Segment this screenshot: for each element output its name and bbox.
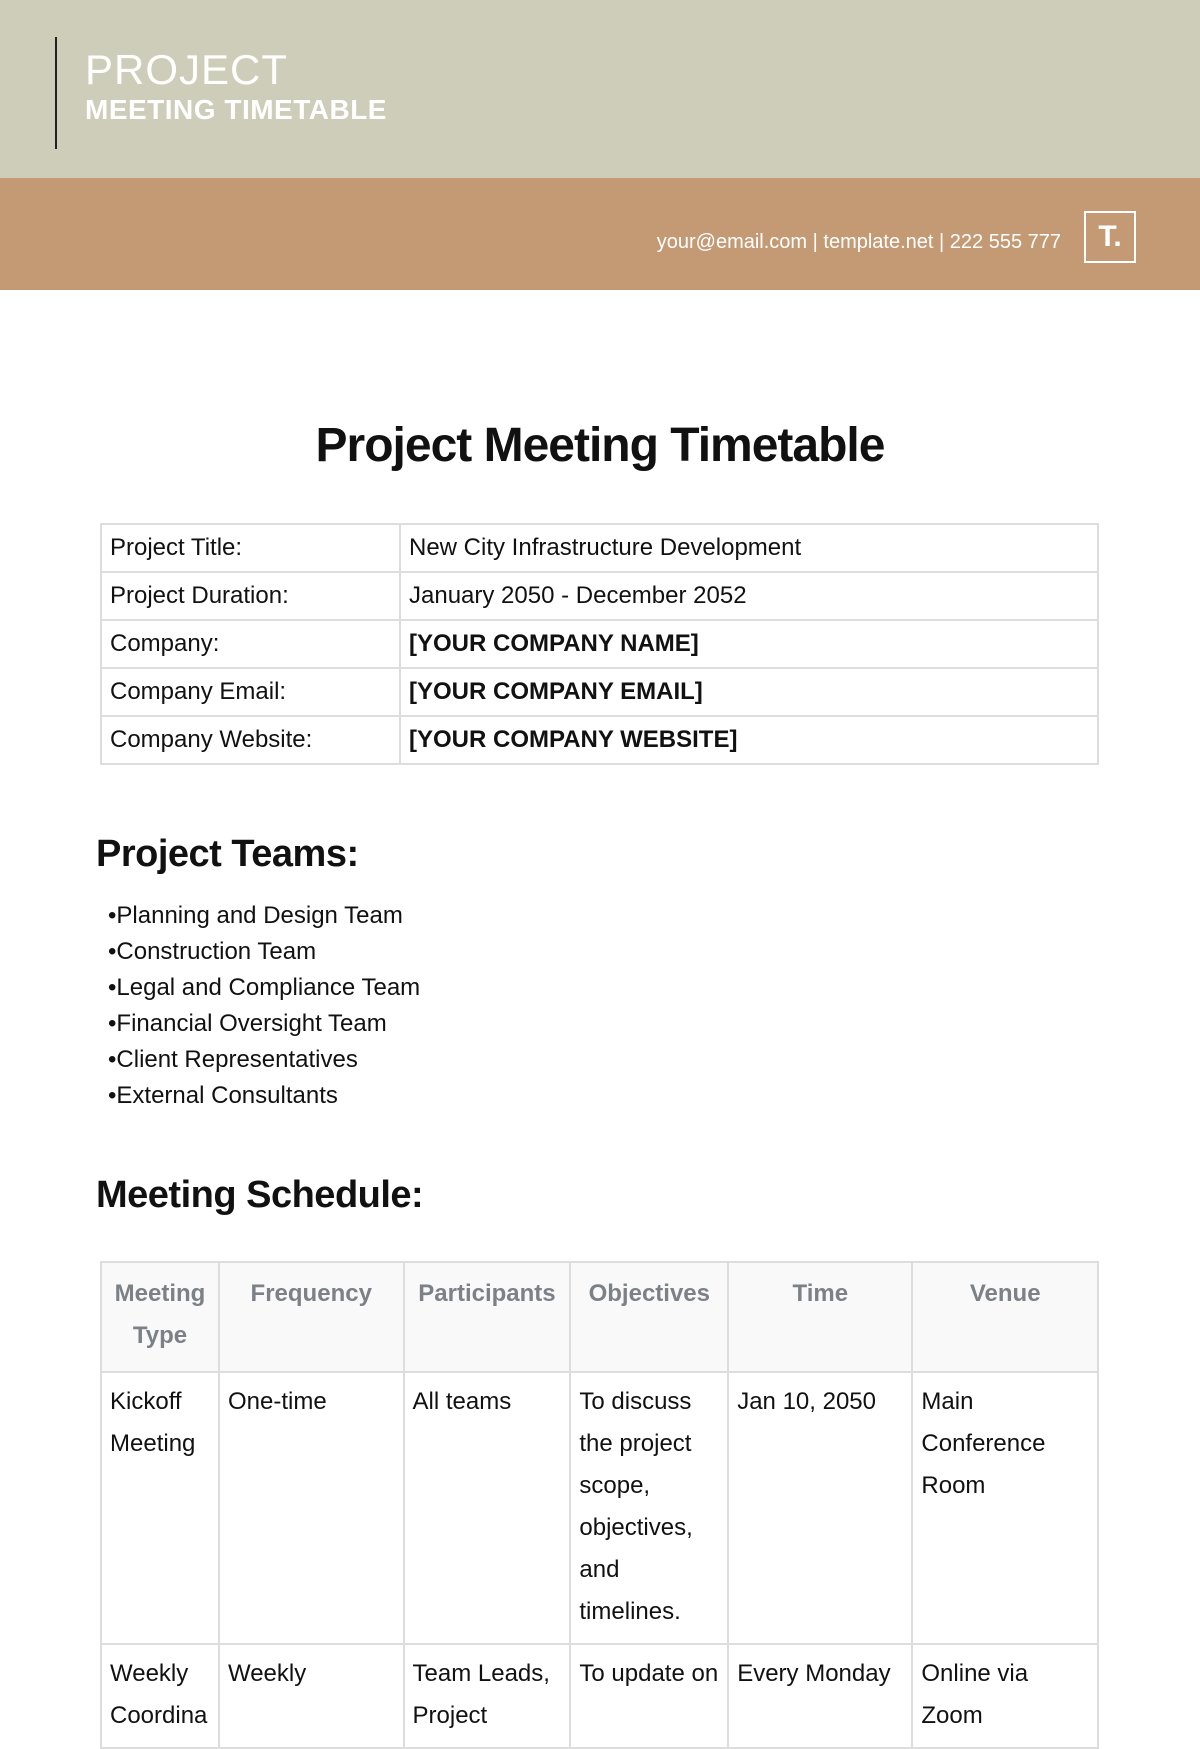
info-row-project-duration — [101, 572, 1098, 620]
table-cell: One-time — [219, 1372, 404, 1644]
table-cell: Main Conference Room — [912, 1372, 1098, 1644]
column-header: Meeting Type — [101, 1262, 219, 1372]
brand-title: PROJECT — [85, 46, 289, 93]
list-item: • Financial Oversight Team — [108, 1006, 420, 1042]
table-cell: All teams — [404, 1372, 571, 1644]
contact-info: your@email.com | template.net | 222 555 777 — [656, 231, 1061, 253]
header-divider — [55, 37, 57, 149]
list-item: • External Consultants — [108, 1078, 420, 1114]
info-row-company-email — [101, 668, 1098, 716]
column-header: Time — [728, 1262, 912, 1372]
column-header: Frequency — [219, 1262, 404, 1372]
table-header-row — [101, 1262, 1098, 1372]
teams-heading: Project Teams: — [96, 833, 359, 875]
info-label: Company: — [101, 620, 400, 668]
info-value: [YOUR COMPANY NAME] — [400, 620, 1098, 668]
info-row-project-title — [101, 524, 1098, 572]
info-value: New City Infrastructure Development — [400, 524, 1098, 572]
info-label: Company Email: — [101, 668, 400, 716]
teams-list — [108, 898, 420, 1114]
column-header: Venue — [912, 1262, 1098, 1372]
table-cell: To update on — [570, 1644, 728, 1748]
meeting-schedule-table — [100, 1261, 1099, 1749]
table-cell: Every Monday — [728, 1644, 912, 1748]
list-item: • Client Representatives — [108, 1042, 420, 1078]
info-label: Project Title: — [101, 524, 400, 572]
table-cell: Weekly Coordina — [101, 1644, 219, 1748]
table-cell: Weekly — [219, 1644, 404, 1748]
info-value: January 2050 - December 2052 — [400, 572, 1098, 620]
list-item: • Construction Team — [108, 934, 420, 970]
list-item: • Legal and Compliance Team — [108, 970, 420, 1006]
table-row — [101, 1644, 1098, 1748]
table-cell: Team Leads, Project — [404, 1644, 571, 1748]
list-item: • Planning and Design Team — [108, 898, 420, 934]
info-row-company-website — [101, 716, 1098, 764]
table-cell: Jan 10, 2050 — [728, 1372, 912, 1644]
table-row — [101, 1372, 1098, 1644]
table-cell: To discuss the project scope, objectives, and timelines. — [570, 1372, 728, 1644]
column-header: Participants — [404, 1262, 571, 1372]
table-cell: Online via Zoom — [912, 1644, 1098, 1748]
info-value: [YOUR COMPANY EMAIL] — [400, 668, 1098, 716]
document-title: Project Meeting Timetable — [315, 419, 885, 472]
schedule-heading: Meeting Schedule: — [96, 1174, 424, 1216]
info-label: Company Website: — [101, 716, 400, 764]
info-value: [YOUR COMPANY WEBSITE] — [400, 716, 1098, 764]
project-info-table — [100, 523, 1099, 765]
info-label: Project Duration: — [101, 572, 400, 620]
table-cell: Kickoff Meeting — [101, 1372, 219, 1644]
column-header: Objectives — [570, 1262, 728, 1372]
logo: T. — [1084, 211, 1136, 263]
brand-subtitle: MEETING TIMETABLE — [85, 94, 387, 125]
info-row-company — [101, 620, 1098, 668]
